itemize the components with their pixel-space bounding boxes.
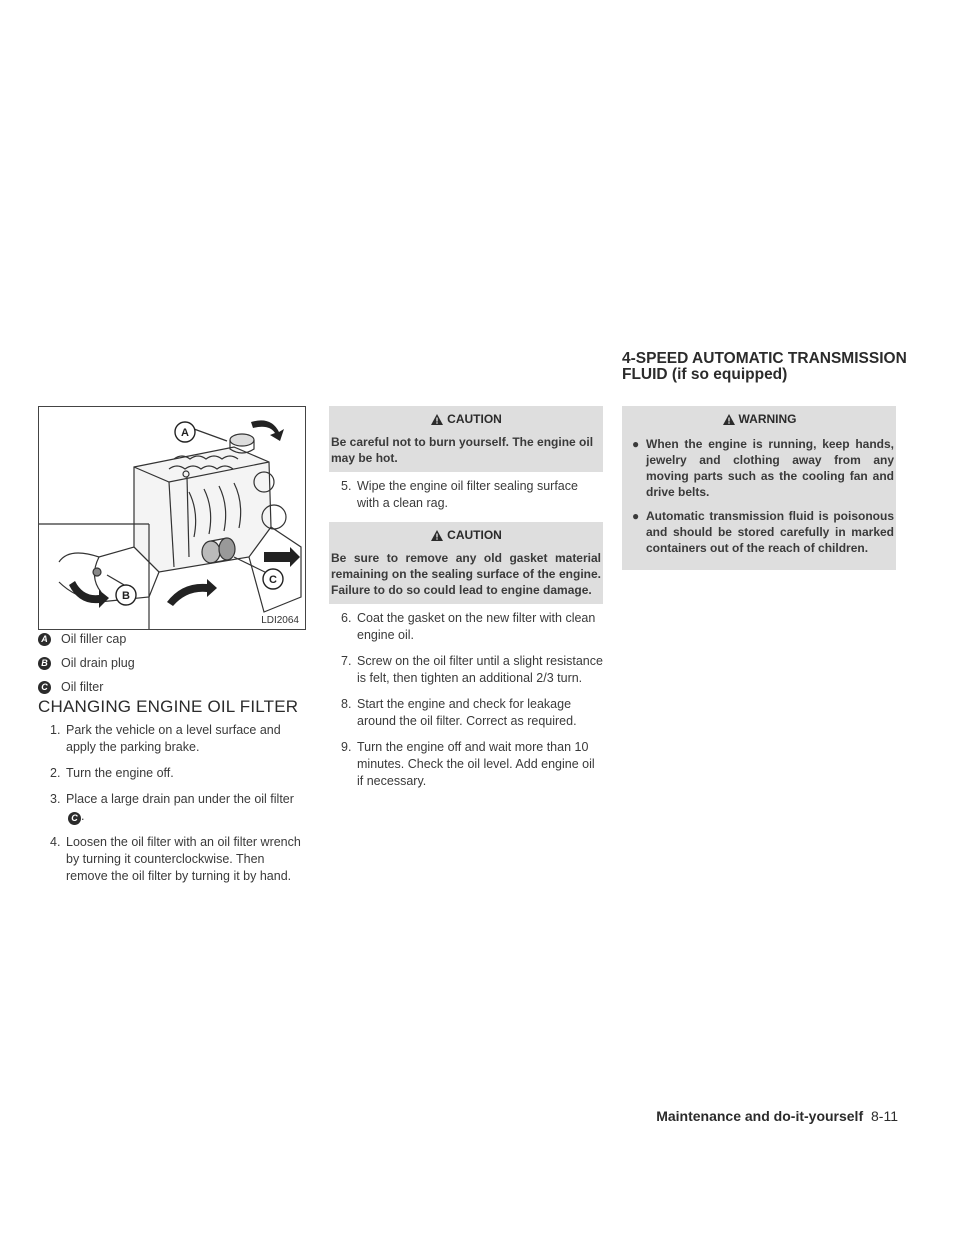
figure-code: LDI2064: [261, 615, 299, 626]
step-text: Start the engine and check for leakage around the oil filter. Correct as required.: [357, 697, 577, 728]
figure-legend: [38, 627, 306, 699]
step-5: [329, 478, 603, 512]
step-item: [38, 791, 308, 825]
step-text: Screw on the oil filter until a slight resistance is felt, then tighten an additional 2/3 turn.: [357, 654, 603, 685]
right-section-title: 4-SPEED AUTOMATIC TRANSMISSION FLUID (if so equipped): [622, 350, 907, 383]
page-footer: [656, 1108, 898, 1124]
engine-illustration: [38, 406, 306, 630]
steps-mid: [329, 610, 603, 790]
legend-item: [38, 651, 306, 675]
step-number: 3.: [50, 792, 61, 806]
step-text: Wipe the engine oil filter sealing surface with a clean rag.: [357, 479, 578, 510]
callout-badge-icon: B: [38, 657, 51, 670]
warning-title: WARNING: [738, 412, 797, 426]
footer-section: Maintenance and do-it-yourself: [656, 1108, 864, 1124]
step-item: [329, 653, 603, 687]
step-number: 1.: [50, 723, 61, 737]
step-text: Coat the gasket on the new filter with clean engine oil.: [357, 611, 596, 642]
caution-title: CAUTION: [447, 412, 502, 426]
step-item: [329, 696, 603, 730]
warning-body: [622, 430, 896, 570]
warning-header: [622, 406, 896, 430]
caution-box: [329, 406, 603, 472]
legend-label: Oil filler cap: [61, 632, 127, 646]
callout-b: B: [122, 590, 130, 602]
warning-triangle-icon: [430, 529, 444, 542]
engine-drawing: [39, 407, 305, 629]
step-item: [38, 765, 308, 782]
caution-title: CAUTION: [447, 528, 502, 542]
step-item: [329, 610, 603, 644]
step-text: Turn the engine off.: [66, 766, 174, 780]
step-text: Park the vehicle on a level surface and apply the parking brake.: [66, 723, 281, 754]
warning-bullet-text: Automatic transmission fluid is poisonous and should be stored carefully in marked containers out of the reach of children.: [646, 509, 894, 555]
caution-box: [329, 522, 603, 604]
step-number: 7.: [341, 654, 352, 668]
step-text-tail: .: [81, 809, 85, 823]
warning-bullet-text: When the engine is running, keep hands, jewelry and clothing away from any moving parts such as the cooling fan and drive belts.: [646, 437, 894, 499]
caution-header: [329, 522, 603, 546]
step-number: 2.: [50, 766, 61, 780]
step-number: 8.: [341, 697, 352, 711]
section-title: CHANGING ENGINE OIL FILTER: [38, 697, 299, 716]
bullet-icon: ●: [632, 437, 640, 451]
callout-badge-icon: A: [38, 633, 51, 646]
warning-triangle-icon: [722, 413, 736, 426]
caution-header: [329, 406, 603, 430]
bullet-icon: ●: [632, 509, 640, 523]
warning-bullet: [624, 436, 894, 500]
steps-left: [38, 722, 308, 894]
caution-text: Be careful not to burn yourself. The engine oil may be hot.: [331, 435, 594, 465]
step-text: Turn the engine off and wait more than 10 minutes. Check the oil level. Add engine oil if necessary.: [357, 740, 595, 788]
legend-label: Oil filter: [61, 680, 104, 694]
step-item: [38, 722, 308, 756]
step-number: 4.: [50, 835, 61, 849]
step-text: Place a large drain pan under the oil filter: [66, 792, 294, 806]
middle-column: [329, 406, 603, 799]
legend-label: Oil drain plug: [61, 656, 135, 670]
step-item: [38, 834, 308, 885]
step-item: [329, 478, 603, 512]
caution-text: Be sure to remove any old gasket material remaining on the sealing surface of the engine. Failure to do so could lead to engine damage.: [331, 551, 601, 597]
footer-page-number: 8-11: [871, 1108, 898, 1124]
step-number: 5.: [341, 479, 352, 493]
step-text: Loosen the oil filter with an oil filter wrench by turning it counterclockwise. Then remove the oil filter by turning it by hand.: [66, 835, 301, 883]
legend-item: [38, 675, 306, 699]
callout-a: A: [181, 427, 189, 439]
step-number: 6.: [341, 611, 352, 625]
callout-badge-icon: C: [38, 681, 51, 694]
step-item: [329, 739, 603, 790]
warning-triangle-icon: [430, 413, 444, 426]
step-number: 9.: [341, 740, 352, 754]
warning-box: [622, 406, 896, 570]
callout-c: C: [269, 574, 277, 586]
callout-badge-icon: C: [68, 812, 81, 825]
warning-bullet: [624, 508, 894, 556]
legend-item: [38, 627, 306, 651]
